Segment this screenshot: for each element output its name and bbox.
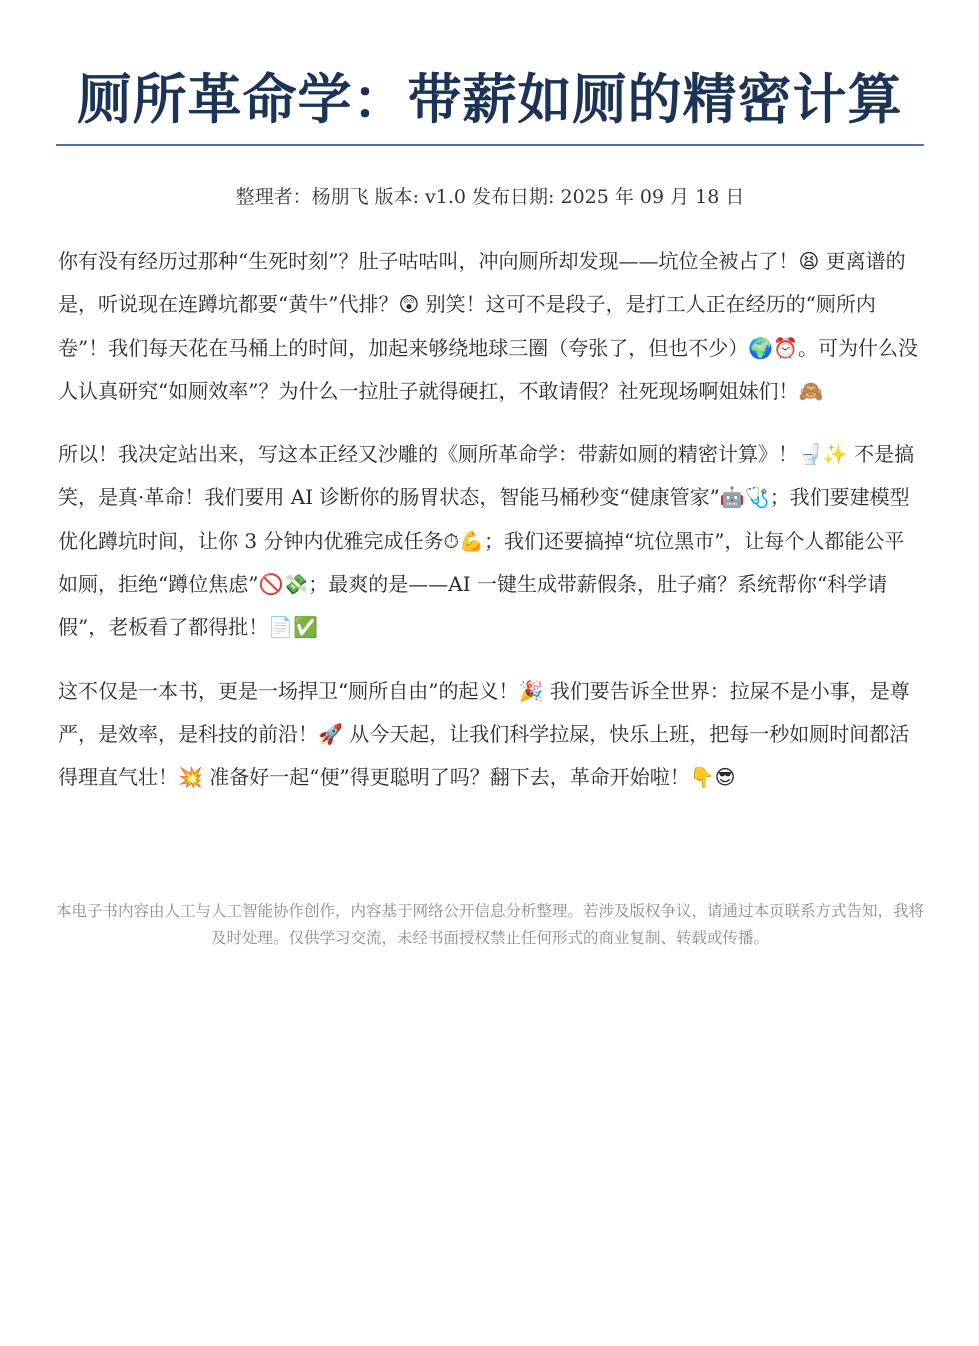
astonished-face-icon: 😲 [398,292,420,317]
intro-paragraph [58,240,924,413]
paragraph-text: 不是搞笑，是真·革命！我们要用 AI 诊断你的肠胃状态，智能马桶秒变“健康管家” [58,442,915,510]
title-divider [56,144,924,146]
toilet-icon: 🚽 [798,442,823,467]
paragraph-text: ；最爽的是——AI 一键生成带薪假条，肚子痛？系统帮你“科学请假”，老板看了都得批！ [58,572,888,640]
intro-paragraph [58,433,924,649]
intro-body [58,240,924,820]
stethoscope-icon: 🩺 [744,485,770,510]
party-popper-icon: 🎉 [518,678,544,703]
stopwatch-icon: ⏱ [443,528,460,553]
document-meta: 整理者：杨朋飞 版本: v1.0 发布日期: 2025 年 09 月 18 日 [235,186,745,208]
intro-paragraph [58,670,924,800]
paragraph-text: 更离谱的是，听说现在连蹲坑都要“黄牛”代排？ [58,249,906,317]
rocket-icon: 🚀 [318,721,343,746]
robot-icon: 🤖 [719,485,745,510]
sparkles-icon: ✨ [822,442,848,467]
alarm-clock-icon: ⏰ [773,335,799,360]
paragraph-text: 准备好一起“便”得更聪明了吗？翻下去，革命开始啦！ [202,765,690,790]
paragraph-text: ；我们要建模型优化蹲坑时间，让你 3 分钟内优雅完成任务 [58,485,910,553]
prohibited-icon: 🚫 [258,572,284,597]
paragraph-text: 我们要告诉全世界：拉屎不是小事，是尊严，是效率，是科技的前沿！ [58,678,910,746]
see-no-evil-monkey-icon: 🙈 [798,378,824,403]
tired-face-icon: 😫 [798,249,820,273]
collision-icon: 💥 [178,765,203,790]
paragraph-text: 别笑！这可不是段子，是打工人正在经历的“厕所内卷”！我们每天花在马桶上的时间，加起来够绕地球三圈（夸张了，但也不少） [58,292,876,360]
sunglasses-face-icon: 😎 [714,765,736,790]
paragraph-text: 所以！我决定站出来，写这本正经又沙雕的《厕所革命学：带薪如厕的精密计算》！ [58,442,798,467]
pointing-down-icon: 👇 [689,765,715,790]
copyright-notice: 本电子书内容由人工与人工智能协作创作，内容基于网络公开信息分析整理。若涉及版权争议，请通过本页联系方式告知，我将及时处理。仅供学习交流，未经书面授权禁止任何形式的商业复制、转载或传播。 [56,902,925,947]
paragraph-text: 从今天起，让我们科学拉屎，快乐上班，把每一秒如厕时间都活得理直气壮！ [58,721,910,790]
paragraph-text: 这不仅是一本书，更是一场捍卫“厕所自由”的起义！ [58,678,519,703]
page-icon: 📄 [268,615,294,640]
paragraph-text: ；我们还要搞掉“坑位黑市”，让每个人都能公平如厕，拒绝“蹲位焦虑” [58,528,905,597]
globe-icon: 🌍 [748,335,774,360]
paragraph-text: 你有没有经历过那种“生死时刻”？肚子咕咕叫，冲向厕所却发现——坑位全被占了！ [58,249,799,273]
page-title: 厕所革命学：带薪如厕的精密计算 [77,68,903,131]
flexed-biceps-icon: 💪 [459,528,484,553]
check-mark-icon: ✅ [293,615,319,640]
money-with-wings-icon: 💸 [283,572,309,597]
paragraph-text: 。可为什么没人认真研究“如厕效率”？为什么一拉肚子就得硬扛，不敢请假？社死现场啊姐妹们！ [58,335,919,403]
